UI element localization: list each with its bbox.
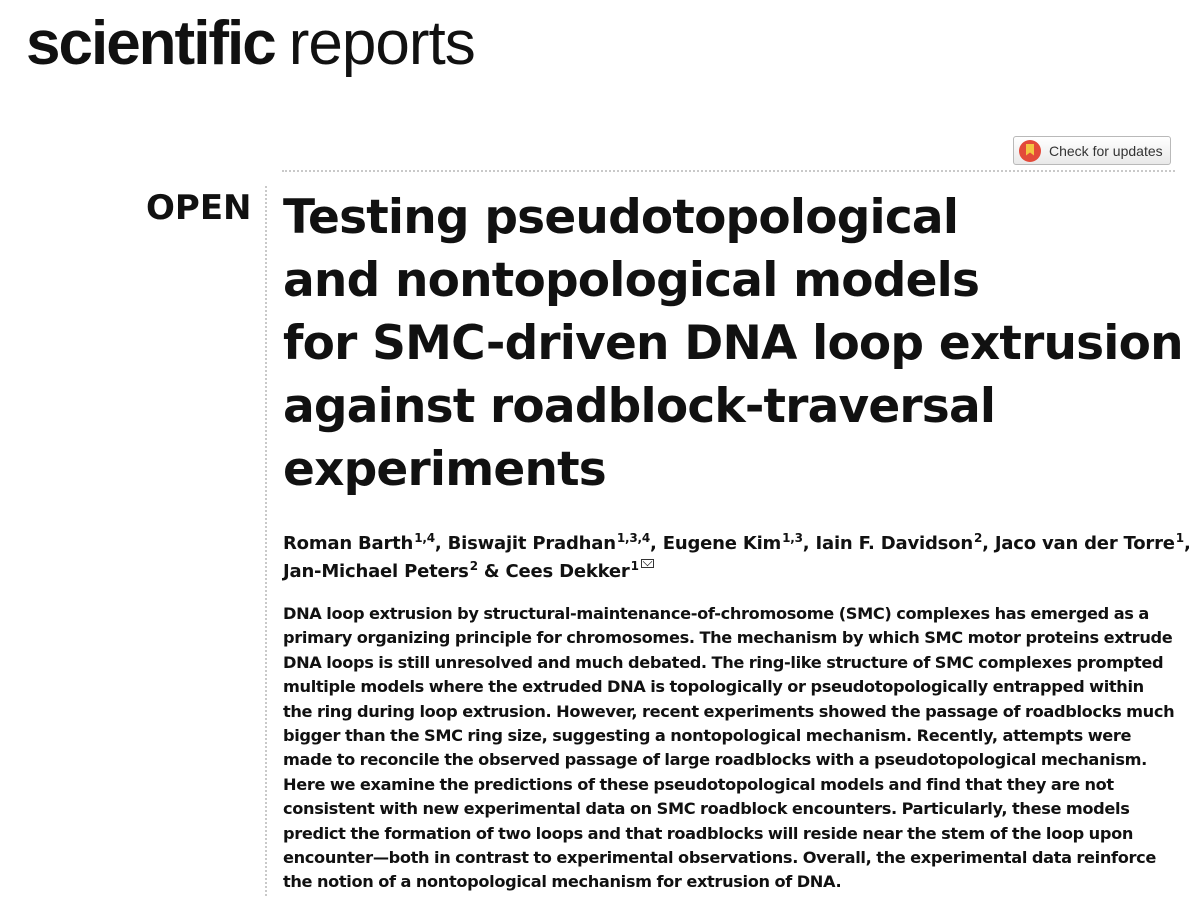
abstract-line: bigger than the SMC ring size, suggesting a nontopological mechanism. Recently, attempts were: [283, 726, 1132, 746]
abstract-line: predict the formation of two loops and that roadblocks will reside near the stem of the loop upon: [283, 823, 1134, 843]
header-divider: [282, 170, 1175, 172]
author-affiliation[interactable]: 2: [973, 531, 983, 545]
author-affiliation[interactable]: 1: [1175, 531, 1184, 545]
author-name[interactable]: Iain F. Davidson: [815, 533, 973, 554]
journal-logo[interactable]: [26, 8, 475, 80]
author-affiliation[interactable]: 1: [630, 559, 639, 573]
abstract-line: Here we examine the predictions of these pseudotopological models and find that they are not: [283, 774, 1114, 794]
abstract-line: primary organizing principle for chromosomes. The mechanism by which SMC motor proteins extrude: [283, 628, 1173, 648]
title-line: Testing pseudotopological: [283, 190, 959, 245]
author-name[interactable]: Roman Barth: [283, 533, 414, 554]
email-icon[interactable]: [641, 559, 654, 568]
author-name[interactable]: Biswajit Pradhan: [447, 533, 616, 554]
check-for-updates-label: Check for updates: [1049, 142, 1163, 159]
journal-name-bold: scientific: [26, 9, 275, 78]
author-separator: ,: [434, 533, 448, 554]
abstract: [283, 602, 1183, 895]
author-line: [283, 558, 1183, 586]
author-name[interactable]: Cees Dekker: [505, 561, 630, 582]
abstract-line: made to reconcile the observed passage of large roadblocks with a pseudotopological mechanism.: [283, 750, 1147, 770]
title-line: and nontopological models: [283, 253, 980, 308]
journal-name-light: reports: [288, 9, 475, 78]
author-name[interactable]: Jaco van der Torre: [994, 533, 1175, 554]
open-access-label: OPEN: [146, 188, 252, 228]
title-line: experiments: [283, 442, 606, 497]
author-affiliation[interactable]: 2: [469, 559, 478, 573]
author-separator: ,: [982, 533, 995, 554]
author-affiliation[interactable]: 1,4: [414, 531, 435, 545]
author-affiliation[interactable]: 1,3,4: [616, 531, 651, 545]
abstract-line: DNA loops is still unresolved and much debated. The ring-like structure of SMC complexes prompted: [283, 652, 1164, 672]
author-line: [283, 530, 1191, 558]
author-separator: ,: [1183, 533, 1191, 554]
author-name[interactable]: Eugene Kim: [662, 533, 782, 554]
author-affiliation[interactable]: 1,3: [782, 531, 803, 545]
author-separator: ,: [650, 533, 663, 554]
author-name[interactable]: Jan-Michael Peters: [283, 561, 469, 582]
author-separator: &: [477, 561, 506, 582]
abstract-line: the notion of a nontopological mechanism for extrusion of DNA.: [283, 872, 842, 892]
title-line: for SMC-driven DNA loop extrusion: [283, 316, 1183, 371]
title-line: against roadblock-traversal: [283, 379, 996, 434]
margin-divider: [265, 186, 267, 896]
article-title: [283, 186, 1183, 501]
abstract-line: the ring during loop extrusion. However, recent experiments showed the passage of roadblocks much: [283, 701, 1175, 721]
author-list: [283, 530, 1191, 586]
check-for-updates-button[interactable]: [1013, 136, 1171, 165]
abstract-line: DNA loop extrusion by structural-maintenance-of-chromosome (SMC) complexes has emerged as a: [283, 604, 1149, 623]
crossmark-icon: [1019, 140, 1041, 162]
abstract-line: encounter—both in contrast to experimental observations. Overall, the experimental data reinforce: [283, 848, 1157, 868]
author-separator: ,: [802, 533, 816, 554]
abstract-line: consistent with new experimental data on SMC roadblock encounters. Particularly, these models: [283, 799, 1130, 819]
abstract-line: multiple models where the extruded DNA is topologically or pseudotopologically entrapped within: [283, 677, 1144, 697]
